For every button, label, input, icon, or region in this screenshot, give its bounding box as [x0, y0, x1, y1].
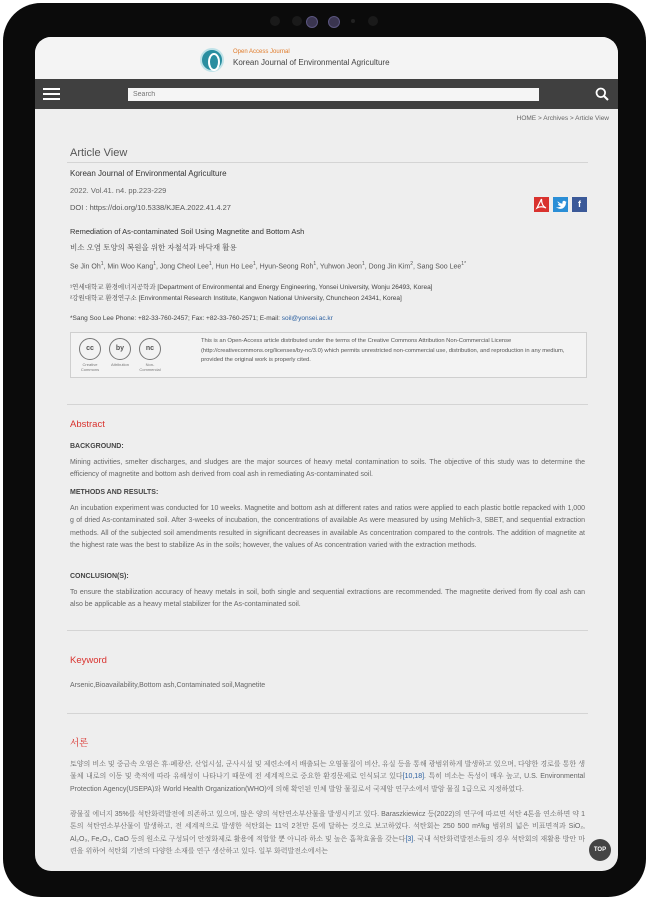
article-title-en: Remediation of As-contaminated Soil Using Magnetite and Bottom Ash [70, 227, 305, 236]
email-link[interactable]: soil@yonsei.ac.kr [281, 315, 333, 322]
pdf-icon[interactable] [534, 197, 549, 212]
doi-link[interactable]: DOI : https://doi.org/10.5338/KJEA.2022.41.4.27 [70, 203, 231, 212]
non-commercial-icon: nc [139, 338, 161, 360]
volume-info: 2022. Vol.41. n4. pp.223-229 [70, 186, 167, 195]
tablet-frame [3, 3, 646, 897]
corresponding-author: *Sang Soo Lee Phone: +82-33-760-2457; Fax: +82-33-760-2571; E-mail: soil@yonsei.ac.kr [70, 315, 333, 322]
license-text: This is an Open-Access article distributed under the terms of the Creative Commons Attribution Non-Commercial License (http://creativecommons.org/licenses/by-nc/3.0) which permits unrestricted non-commercial use, distribution, and reproduction in any medium, provided the original work is properly cited. [201, 338, 565, 363]
attribution-icon: by [109, 338, 131, 360]
methods-label: METHODS AND RESULTS: [70, 489, 159, 496]
affiliation: ²강원대학교 환경연구소 [Environmental Research Institute, Kangwon National University, Chuncheon 24341, Korea] [70, 295, 402, 302]
attribution-label: Attribution [110, 362, 129, 367]
divider [67, 630, 588, 631]
cc-label: Creative Commons [80, 362, 100, 372]
author-name[interactable]: Se Jin Oh [70, 263, 101, 271]
author-name[interactable]: Jong Cheol Lee [159, 263, 209, 271]
author-name[interactable]: Sang Soo Lee [416, 263, 462, 271]
journal-name: Korean Journal of Environmental Agriculture [70, 169, 227, 178]
journal-logo-icon[interactable] [200, 48, 224, 72]
section-title-article-view: Article View [70, 147, 128, 159]
divider [67, 404, 588, 405]
search-input[interactable] [128, 88, 539, 101]
cc-icon: cc [79, 338, 101, 360]
journal-header [35, 37, 618, 79]
search-icon[interactable] [595, 87, 609, 101]
author-name[interactable]: Hyun-Seong Roh [259, 263, 314, 271]
affiliation: ¹연세대학교 환경에너지공학과 [Department of Environmental and Energy Engineering, Yonsei University, Wonju 26493, Korea] [70, 284, 433, 291]
open-access-label: Open Access Journal [233, 49, 290, 55]
intro-paragraph-2: 광물질 에너지 35%를 석탄화력발전에 의존하고 있으며, 많은 양의 석탄연소부산물을 발생시키고 있다. Baraszkiewicz 등(2022)의 연구에 따르면 석탄 4톤을 연소하면 약 1톤의 석탄연소부산물이 발생하고, 전 세계적으로 발생한 석탄회는 11억 2천만 톤에 달하는 것으로 보고하였다. 석탄회는 250 500 m²/kg 범위의 넓은 비표면적과 SiO₂, Al₂O₃, Fe₂O₃, CaO 등의 원소로 구성되어 안정화제로 활용에 적합할 뿐 아니라 하소 및 높은 흡착효율을 갖는다[3]. 국내 석탄화력발전소들의 경우 석탄회의 재활용 방안 마련을 위하여 석탄회 기반의 다양한 소재를 연구 생산하고 있다. 일부 화력발전소에서는 [70, 811, 585, 855]
background-label: BACKGROUND: [70, 443, 124, 450]
facebook-icon[interactable]: f [572, 197, 587, 212]
divider [67, 162, 588, 163]
methods-text: An incubation experiment was conducted for 10 weeks. Magnetite and bottom ash at different rates and ratios were applied to each plastic bottle repacked with 1,000 g of dried As-contaminated soil. After 3-weeks of incubation, the concentrations of available As were measured by using Mehlich-3, SBET, and sequential extraction methods. All of the subjected soil amendments resulted in significant decreases in available As concentration compared to the controls. The addition of magnetite at the highest rate was the best to stabilize As in the soils; however, the values of As concentration varied with the extraction methods. [70, 505, 585, 549]
camera-lens-icon [328, 16, 340, 28]
keyword-heading: Keyword [70, 655, 107, 666]
conclusion-text: To ensure the stabilization accuracy of heavy metals in soil, both single and sequential extractions are recommended. The magnetite derived from fly coal ash can also be applicable as a heavy metal stabilizer for the As-contaminated soil. [70, 589, 585, 609]
article-title-ko: 비소 오염 토양의 복원을 위한 자철석과 바닥재 활용 [70, 243, 237, 252]
reference-link[interactable]: [10,18] [402, 773, 425, 781]
non-commercial-label: Non-Commercial [139, 362, 161, 372]
nav-bar [35, 79, 618, 109]
author-name[interactable]: Hun Ho Lee [215, 263, 253, 271]
abstract-heading: Abstract [70, 419, 105, 430]
intro-paragraph-1: 토양의 비소 및 중금속 오염은 휴·폐광산, 산업시설, 군사시설 및 제련소에서 배출되는 오염물질이 비산, 유실 등을 통해 광범위하게 발생하고 있으며, 다양한 경로를 통한 생물체 내로의 이동 및 축적에 따라 유해성이 나타나기 때문에 전 세계적으로 중요한 환경문제로 인식되고 있다[10,18]. 특히 비소는 독성이 매우 높고, U.S. Environmental Protection Agency(USEPA)와 World Health Organization(WHO)에 의해 확인된 인체 발암 물질로서 국제암 연구소에서 발암 물질 1급으로 지정하였다. [70, 761, 585, 793]
journal-header-name[interactable]: Korean Journal of Environmental Agriculture [233, 58, 390, 67]
divider [67, 713, 588, 714]
breadcrumb[interactable]: HOME > Archives > Article View [516, 115, 609, 122]
keyword-list[interactable]: Arsenic,Bioavailability,Bottom ash,Contaminated soil,Magnetite [70, 682, 266, 689]
scroll-to-top-button[interactable]: TOP [589, 839, 611, 861]
license-box [70, 332, 587, 378]
screen [35, 37, 618, 871]
hamburger-menu-icon[interactable] [43, 86, 60, 102]
camera-bar [270, 13, 384, 29]
reference-link[interactable]: [3] [405, 835, 414, 843]
conclusion-label: CONCLUSION(S): [70, 573, 129, 580]
background-text: Mining activities, smelter discharges, and sludges are the major sources of heavy metal contamination to soils. The objective of this study was to determine the efficiency of magnetite and bottom ash derived from coal ash in remediating As-contaminated soil. [70, 459, 585, 479]
author-name[interactable]: Dong Jin Kim [368, 263, 411, 271]
author-list: Se Jin Oh$^1$, Min Woo Kang$^1$, Jong Cheol Lee$^1$, Hun Ho Lee$^1$, Hyun-Seong Roh$^1$, Yuhwon Jeon$^1$, Dong Jin Kim$^2$, Sang Soo Lee$^{1*}$ [70, 261, 467, 271]
author-name[interactable]: Min Woo Kang [107, 263, 154, 271]
intro-heading: 서론 [70, 738, 89, 749]
twitter-icon[interactable] [553, 197, 568, 212]
author-name[interactable]: Yuhwon Jeon [319, 263, 362, 271]
